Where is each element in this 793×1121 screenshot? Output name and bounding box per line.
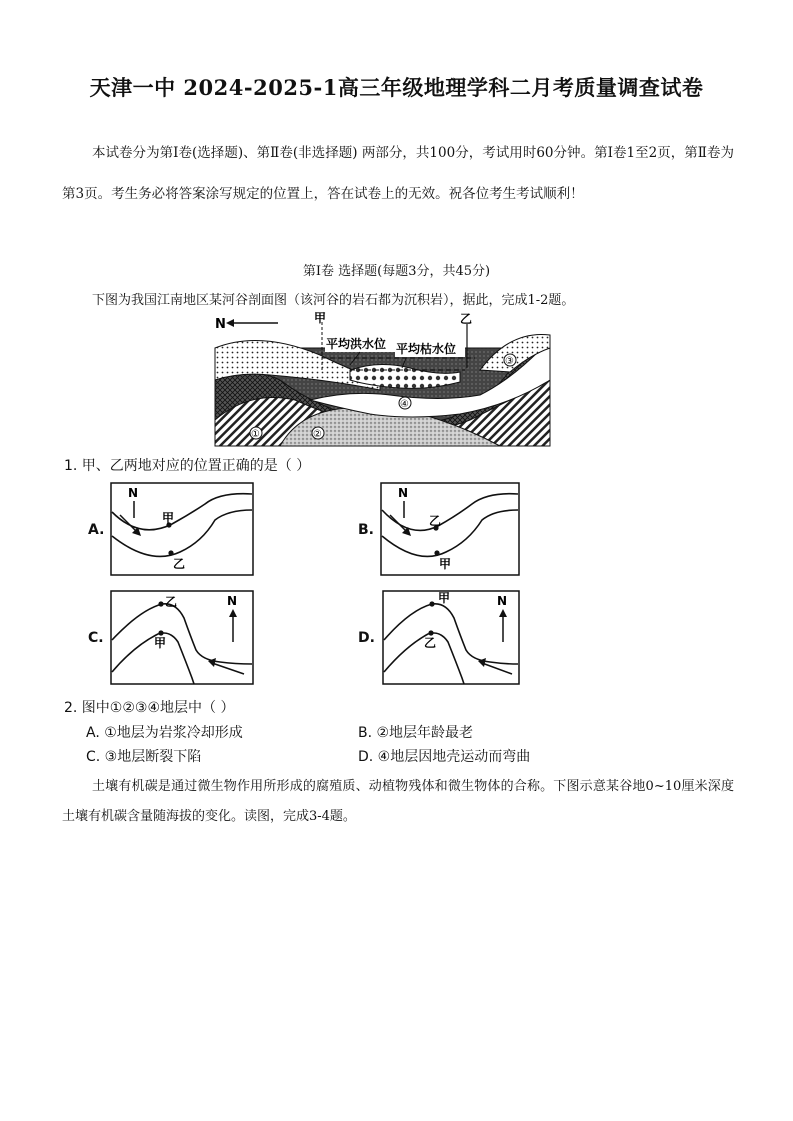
q1-option-b-diagram[interactable] <box>380 482 520 576</box>
question-1-stem: 1. 甲、乙两地对应的位置正确的是（ ） <box>64 458 311 474</box>
q1-option-d-letter[interactable]: D. <box>358 630 375 646</box>
q2-option-c[interactable]: C. ③地层断裂下陷 <box>86 749 202 765</box>
exam-title: 天津一中 2024-2025-1高三年级地理学科二月考质量调查试卷 <box>89 75 704 100</box>
q1-option-a-letter[interactable]: A. <box>88 522 105 538</box>
question-2-stem: 2. 图中①②③④地层中（ ） <box>64 700 235 716</box>
point-bottom <box>428 630 433 635</box>
north-label: N <box>398 486 409 500</box>
q1-option-d-diagram[interactable] <box>382 590 520 685</box>
q1-option-c-diagram[interactable] <box>110 590 254 685</box>
north-label: N <box>227 594 238 608</box>
north-arrowhead <box>226 319 234 327</box>
layer-3-label: ③ <box>505 356 514 367</box>
north-label: N <box>128 486 139 500</box>
q1-option-b-letter[interactable]: B. <box>358 522 374 538</box>
dry-level-label: 平均枯水位 <box>396 342 457 356</box>
north-label: N <box>497 594 508 608</box>
layer-2-label: ② <box>313 429 322 440</box>
north-label: N <box>215 317 226 332</box>
q1-option-c-letter[interactable]: C. <box>88 630 104 646</box>
point-bottom-label: 甲 <box>154 636 167 650</box>
point-top-label: 乙 <box>165 595 178 609</box>
q2-option-b[interactable]: B. ②地层年龄最老 <box>358 725 474 741</box>
point-top-label: 乙 <box>429 514 442 528</box>
point-bottom-label: 甲 <box>439 557 452 571</box>
q2-option-d[interactable]: D. ④地层因地壳运动而弯曲 <box>358 749 531 765</box>
layer-4-label: ④ <box>400 399 409 410</box>
section-heading: 第Ⅰ卷 选择题(每题3分，共45分) <box>302 264 491 279</box>
layer-1-label: ① <box>251 429 260 440</box>
point-bottom <box>168 550 173 555</box>
point-bottom-label: 乙 <box>424 636 437 650</box>
jia-label: 甲 <box>314 311 327 325</box>
yi-label: 乙 <box>460 312 473 326</box>
point-top-label: 甲 <box>162 511 175 525</box>
valley-cross-section-figure <box>210 310 555 450</box>
point-bottom <box>158 630 163 635</box>
point-top-label: 甲 <box>438 591 451 605</box>
point-bottom <box>434 550 439 555</box>
question-group-lead-2: 土壤有机碳是通过微生物作用所形成的腐殖质、动植物残体和微生物体的合称。下图示意某谷地0~10厘米深度土壤有机碳含量随海拔的变化。读图，完成3-4题。 <box>62 779 734 824</box>
point-top <box>429 601 434 606</box>
question-group-lead-1: 下图为我国江南地区某河谷剖面图（该河谷的岩石都为沉积岩），据此，完成1-2题。 <box>92 293 575 308</box>
exam-instructions: 本试卷分为第Ⅰ卷(选择题)、第Ⅱ卷(非选择题) 两部分，共100分，考试用时60分钟。第Ⅰ卷1至2页，第Ⅱ卷为第3页。考生务必将答案涂写规定的位置上，答在试卷上的无效。祝各位考生考试顺利！ <box>62 145 734 202</box>
q1-option-a-diagram[interactable] <box>110 482 254 576</box>
flood-level-label: 平均洪水位 <box>326 337 387 351</box>
point-bottom-label: 乙 <box>173 557 186 571</box>
point-top <box>158 601 163 606</box>
q2-option-a[interactable]: A. ①地层为岩浆冷却形成 <box>86 725 243 741</box>
